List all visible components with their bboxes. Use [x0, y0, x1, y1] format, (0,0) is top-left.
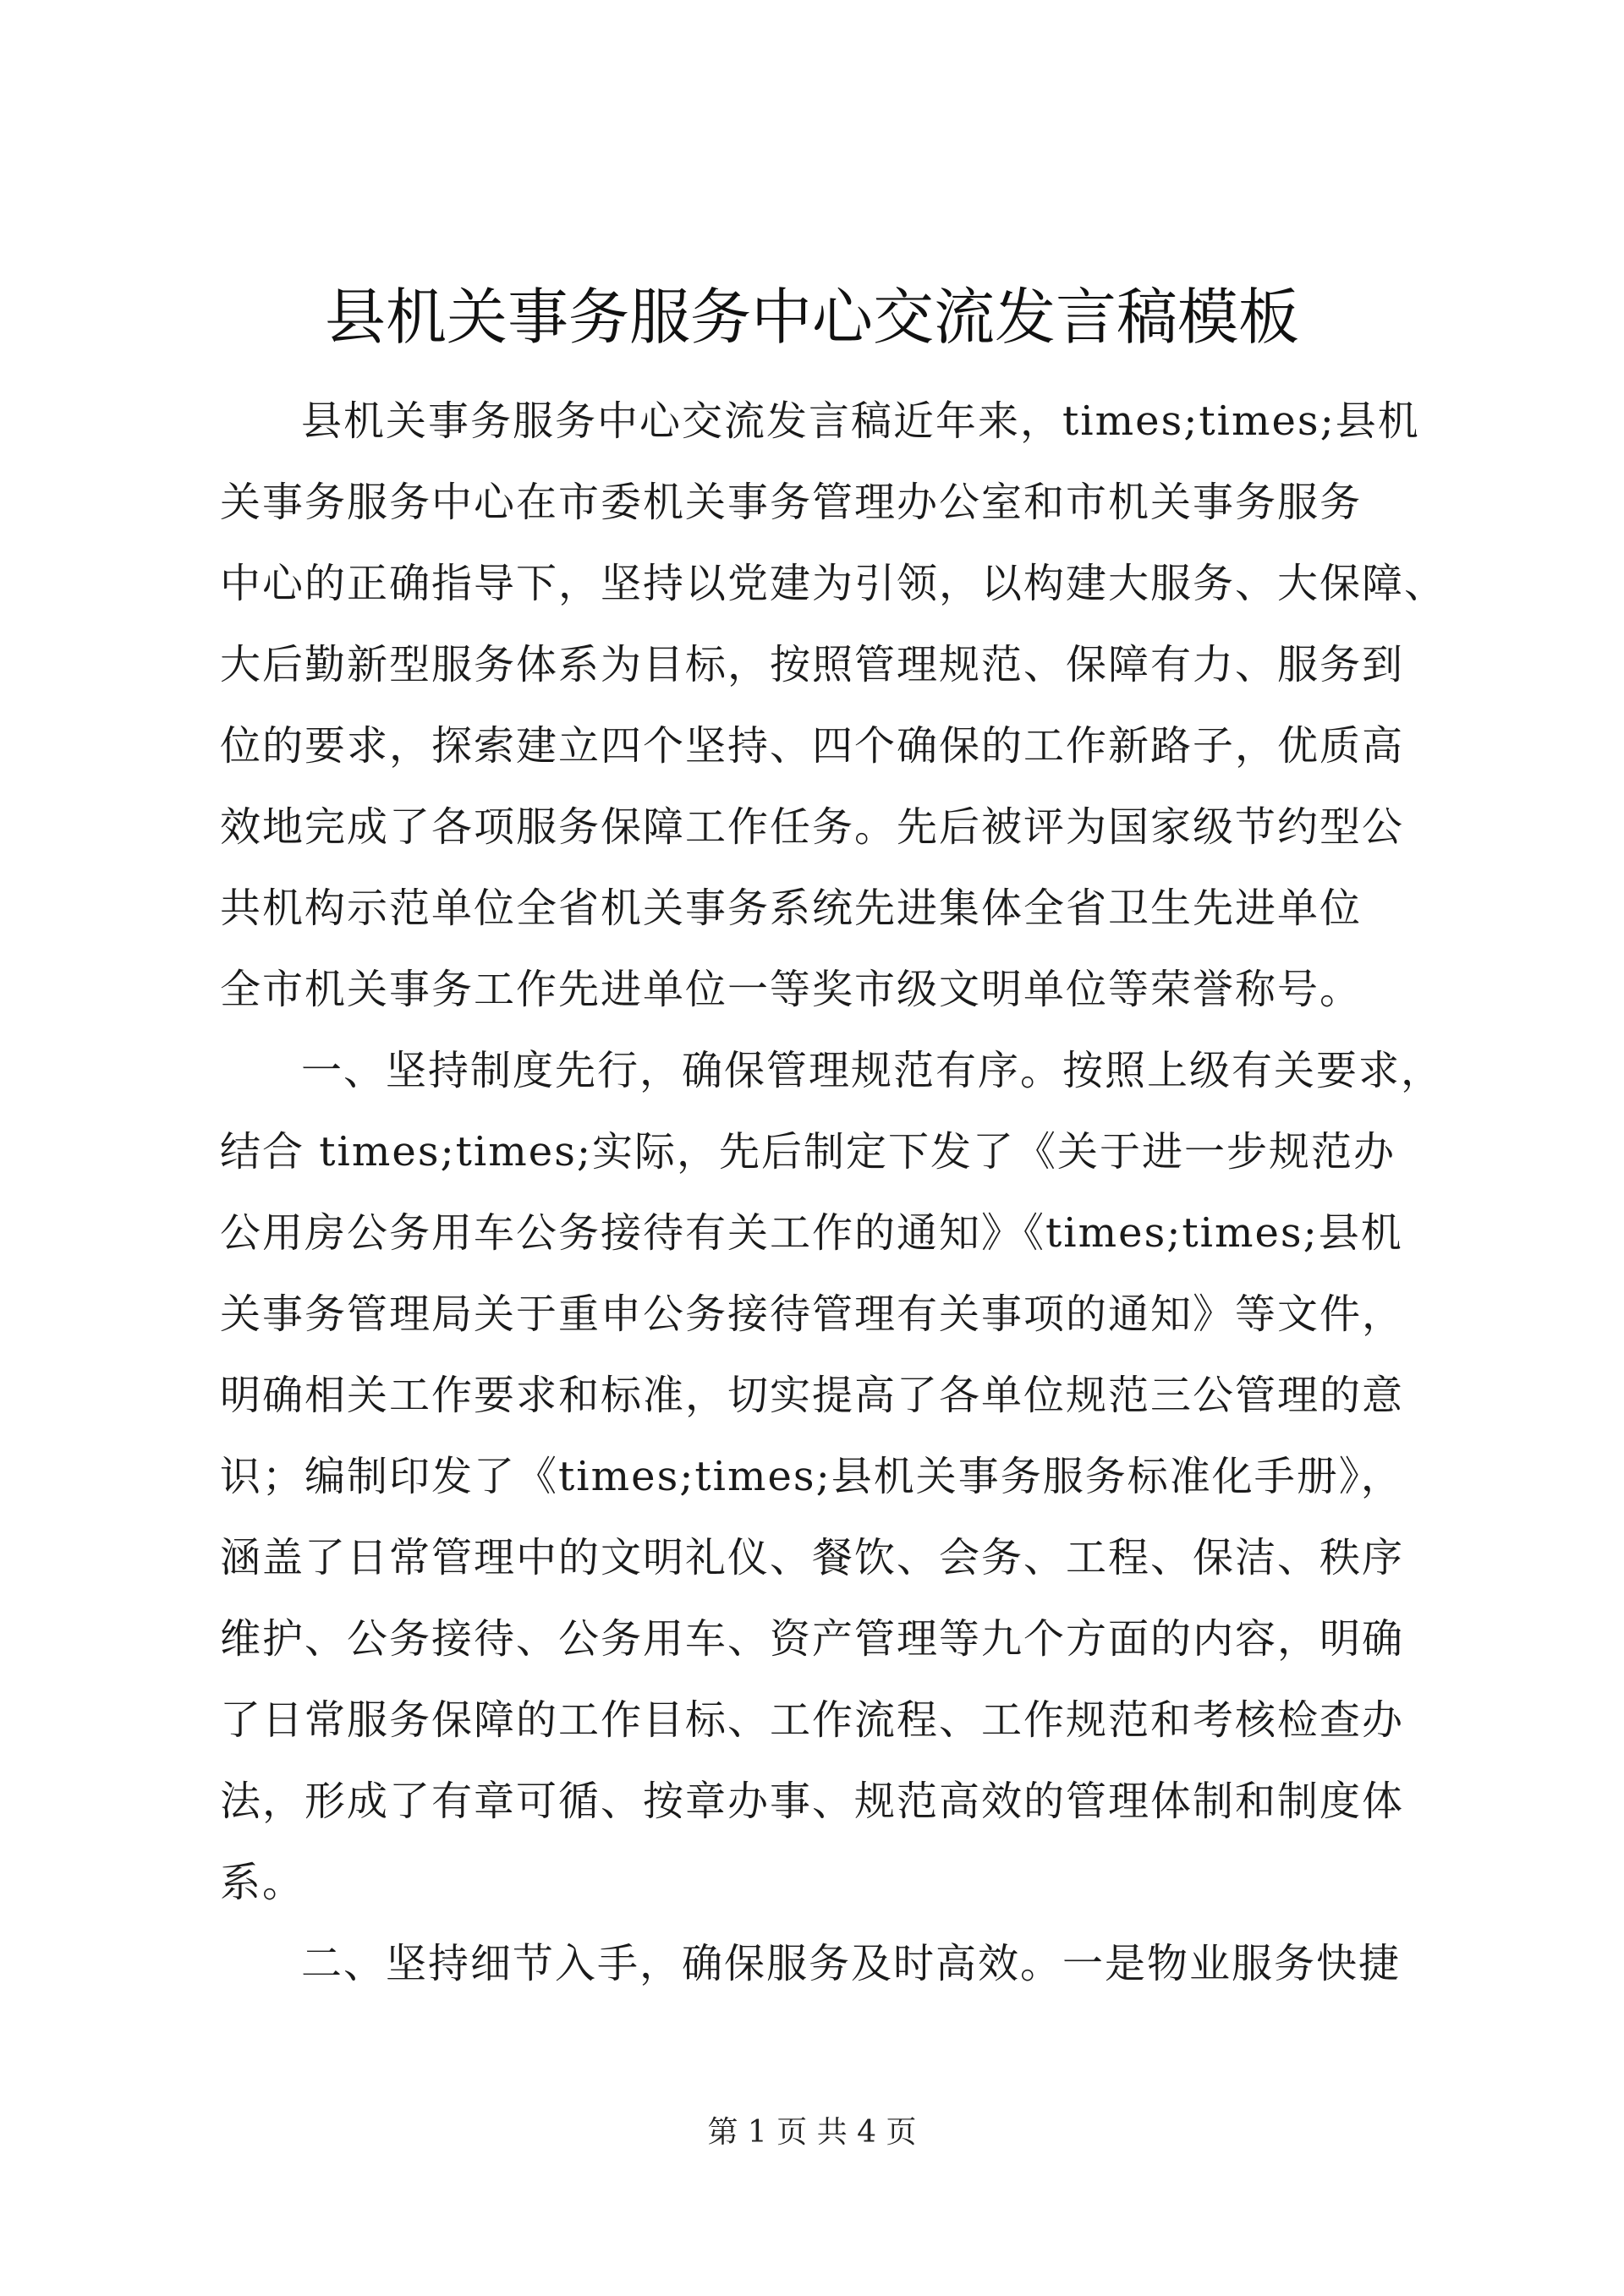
document-title: 县机关事务服务中心交流发言稿模板 — [324, 282, 1299, 353]
paragraph-2-line: 法，形成了有章可循、按章办事、规范高效的管理体制和制度体 — [220, 1778, 1405, 1825]
paragraph-2-line: 一、坚持制度先行，确保管理规范有序。按照上级有关要求， — [301, 1047, 1444, 1094]
paragraph-2-line: 维护、公务接待、公务用车、资产管理等九个方面的内容，明确 — [220, 1615, 1405, 1663]
paragraph-1-line: 位的要求，探索建立四个坚持、四个确保的工作新路子，优质高 — [220, 722, 1405, 770]
page-footer-number: 第 1 页 共 4 页 — [707, 2115, 917, 2150]
paragraph-2-line: 明确相关工作要求和标准，切实提高了各单位规范三公管理的意 — [220, 1372, 1405, 1419]
paragraph-1-line: 关事务服务中心在市委机关事务管理办公室和市机关事务服务 — [220, 479, 1363, 526]
paragraph-2-line: 结合 times;times;实际，先后制定下发了《关于进一步规范办 — [220, 1128, 1396, 1175]
paragraph-2-line: 识；编制印发了《times;times;县机关事务服务标准化手册》， — [220, 1453, 1403, 1500]
paragraph-1-line: 共机构示范单位全省机关事务系统先进集体全省卫生先进单位 — [220, 885, 1363, 932]
paragraph-2-line: 了日常服务保障的工作目标、工作流程、工作规范和考核检查办 — [220, 1696, 1405, 1744]
paragraph-1-line: 中心的正确指导下，坚持以党建为引领，以构建大服务、大保障、 — [220, 560, 1447, 607]
document-body — [220, 381, 1447, 2004]
paragraph-1-line: 县机关事务服务中心交流发言稿近年来，times;times;县机 — [301, 397, 1420, 445]
paragraph-3-line: 二、坚持细节入手，确保服务及时高效。一是物业服务快捷 — [301, 1940, 1402, 1987]
paragraph-2-line: 涵盖了日常管理中的文明礼仪、餐饮、会务、工程、保洁、秩序 — [220, 1534, 1405, 1581]
paragraph-1-line: 大后勤新型服务体系为目标，按照管理规范、保障有力、服务到 — [220, 641, 1405, 688]
paragraph-2-line: 公用房公务用车公务接待有关工作的通知》《times;times;县机 — [220, 1209, 1403, 1257]
paragraph-1-line: 效地完成了各项服务保障工作任务。先后被评为国家级节约型公 — [220, 803, 1405, 851]
paragraph-1-line: 全市机关事务工作先进单位一等奖市级文明单位等荣誉称号。 — [220, 966, 1363, 1013]
paragraph-2-line: 关事务管理局关于重申公务接待管理有关事项的通知》等文件， — [220, 1290, 1405, 1338]
paragraph-2-line: 系。 — [220, 1859, 305, 1906]
